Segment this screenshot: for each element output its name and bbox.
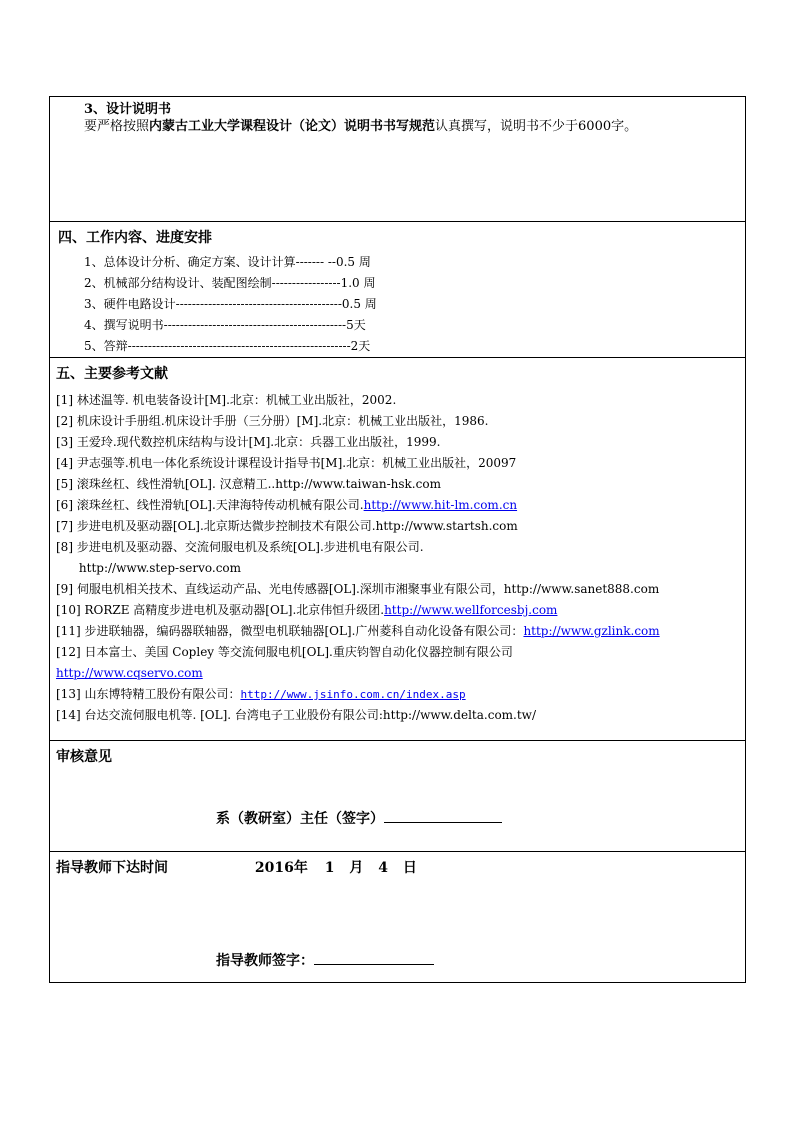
reference-item (56, 495, 745, 516)
cell-section5 (50, 358, 746, 741)
issue-day-num: 4 (378, 860, 388, 876)
section5-title: 五、主要参考文献 (56, 366, 168, 382)
section3-text-prefix: 要严格按照 (84, 119, 150, 134)
reference-text: [7] 步进电机及驱动器[OL].北京斯达微步控制技术有限公司.http://www.startsh.com (56, 519, 518, 533)
reference-text: [13] 山东博特精工股份有限公司： (56, 687, 241, 701)
row-review (50, 741, 746, 852)
reference-text: [11] 步进联轴器，编码器联轴器，微型电机联轴器[OL].广州菱科自动化设备有限公司： (56, 624, 524, 638)
section3-text-bold: 内蒙古工业大学课程设计（论文）说明书书写规范 (149, 119, 436, 134)
reference-list (56, 390, 745, 726)
reference-text: [14] 台达交流伺服电机等. [OL]. 台湾电子工业股份有限公司:http://www.delta.com.tw/ (56, 708, 536, 722)
reference-text: [1] 林述温等. 机电装备设计[M].北京：机械工业出版社，2002. (56, 393, 397, 407)
issue-signature-line[interactable] (314, 964, 434, 965)
reference-item (56, 432, 745, 453)
reference-text: [12] 日本富士、美国 Copley 等交流伺服电机[OL].重庆钧智自动化仪器控制有限公司 (56, 645, 513, 659)
cell-review (50, 741, 746, 852)
section3-text (84, 118, 745, 135)
reference-text: [2] 机床设计手册组.机床设计手册（三分册）[M].北京：机械工业出版社，1986. (56, 414, 489, 428)
reference-link[interactable]: http://www.jsinfo.com.cn/index.asp (240, 688, 466, 701)
review-signature-label: 系（教研室）主任（签字） (216, 811, 384, 827)
review-title: 审核意见 (56, 749, 112, 765)
row-section3 (50, 97, 746, 222)
reference-link[interactable]: http://www.wellforcesbj.com (384, 603, 558, 617)
reference-link[interactable]: http://www.gzlink.com (523, 624, 660, 638)
reference-text: [9] 伺服电机相关技术、直线运动产品、光电传感器[OL].深圳市湘聚事业有限公司，http://www.sanet888.com (56, 582, 660, 596)
reference-item (56, 684, 745, 705)
reference-text: [3] 王爱玲.现代数控机床结构与设计[M].北京：兵器工业出版社，1999. (56, 435, 441, 449)
issue-signature-label: 指导教师签字： (216, 953, 314, 969)
reference-item (56, 453, 745, 474)
reference-item (56, 390, 745, 411)
cell-section3 (50, 97, 746, 222)
row-issue (50, 852, 746, 983)
reference-text: [4] 尹志强等.机电一体化系统设计课程设计指导书[M].北京：机械工业出版社，20097 (56, 456, 517, 470)
reference-item-continued (56, 663, 745, 684)
cell-issue (50, 852, 746, 983)
reference-item (56, 600, 745, 621)
issue-year: 2016年 (254, 860, 308, 876)
reference-link[interactable]: http://www.hit-lm.com.cn (363, 498, 518, 512)
cell-section4 (50, 222, 746, 358)
row-section5 (50, 358, 746, 741)
reference-text: [8] 步进电机及驱动器、交流伺服电机及系统[OL].步进机电有限公司. (56, 540, 424, 554)
section4-title: 四、工作内容、进度安排 (58, 230, 212, 246)
schedule-item: 3、硬件电路设计-----------------------------------------0.5 周 (84, 297, 377, 311)
issue-signature (216, 950, 434, 971)
schedule-item: 5、答辩-------------------------------------------------------2天 (84, 339, 371, 353)
reference-text: [5] 滚珠丝杠、线性滑轨[OL]. 汉意精工..http://www.taiwan-hsk.com (56, 477, 441, 491)
reference-text: http://www.step-servo.com (56, 561, 242, 575)
reference-item (56, 516, 745, 537)
row-section4 (50, 222, 746, 358)
reference-item (56, 579, 745, 600)
section3-text-suffix: 认真撰写，说明书不少于6000字。 (435, 119, 638, 134)
review-signature (216, 808, 502, 829)
reference-link[interactable]: http://www.cqservo.com (56, 666, 203, 680)
reference-item (56, 705, 745, 726)
schedule-item: 1、总体设计分析、确定方案、设计计算------- --0.5 周 (84, 255, 371, 269)
reference-item (56, 621, 745, 642)
issue-title: 指导教师下达时间 (56, 860, 168, 876)
issue-day: 日 (402, 860, 417, 876)
reference-text: [10] RORZE 高精度步进电机及驱动器[OL].北京伟恒升级团. (56, 603, 385, 617)
schedule-list (58, 252, 745, 357)
section3-title: 3、设计说明书 (84, 102, 172, 117)
reference-item (56, 474, 745, 495)
issue-date (255, 858, 417, 878)
reference-item (56, 642, 745, 663)
schedule-item: 4、撰写说明书---------------------------------------------5天 (84, 318, 366, 332)
review-signature-line[interactable] (384, 822, 502, 823)
reference-item (56, 537, 745, 558)
reference-item (56, 411, 745, 432)
issue-header (56, 858, 745, 878)
issue-month-num: 1 (324, 860, 335, 876)
schedule-item: 2、机械部分结构设计、装配图绘制-----------------1.0 周 (84, 276, 376, 290)
reference-text: [6] 滚珠丝杠、线性滑轨[OL].天津海特传动机械有限公司. (56, 498, 364, 512)
task-form-table (49, 96, 746, 983)
reference-item-continued (56, 558, 745, 579)
issue-month: 月 (349, 860, 364, 876)
